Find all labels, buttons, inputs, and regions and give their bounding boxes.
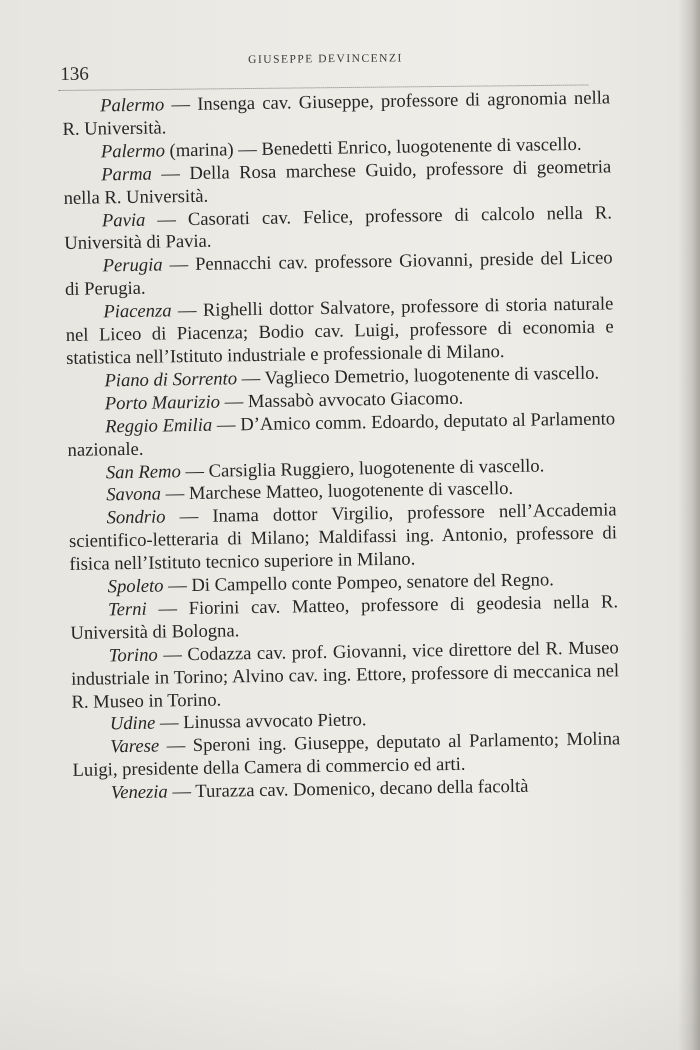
city-name: Udine (109, 713, 156, 735)
entry-text: — Massabò avvocato Giacomo. (219, 387, 464, 413)
body-text (62, 87, 621, 806)
city-name: Palermo (99, 94, 165, 117)
city-name: Savona (106, 483, 162, 506)
entry-text: — Codazza cav. prof. Giovanni, vice direttore del R. Museo industriale in Torino; Alvino cav. ing. Ettore, professore di meccanica nel R. Museo in Torino. (70, 637, 620, 713)
entry-text: — Vaglieco Demetrio, luogotenente di vascello. (236, 362, 600, 390)
entry-text: — Inama dottor Virgilio, professore nell’Accademia scientifico-letteraria di Milano; Maldifassi ing. Antonio, professore di fisica nell’Istituto tecnico superiore in Milano. (68, 499, 618, 576)
page-number: 136 (60, 63, 89, 85)
entry-piacenza (65, 294, 614, 371)
entry-text: — Turazza cav. Domenico, decano della facoltà (167, 775, 529, 803)
city-name: Varese (110, 735, 160, 758)
entry-text: — Speroni ing. Giuseppe, deputato al Parlamento; Molina Luigi, presidente della Camera di commercio ed arti. (72, 728, 621, 782)
entry-text: — Carsiglia Ruggiero, luogotenente di vascello. (180, 454, 545, 482)
city-name: Perugia (102, 254, 163, 277)
city-name: Spoleto (107, 575, 164, 598)
entry-text: — D’Amico comm. Edoardo, deputato al Parlamento nazionale. (67, 408, 616, 461)
entry-sondrio (68, 500, 617, 577)
entry-text: — Della Rosa marchese Guido, professore di geometria nella R. Università. (63, 156, 612, 209)
city-name: Piano di Sorrento (104, 368, 238, 392)
city-name: Torino (108, 644, 158, 667)
city-name: Porto Maurizio (104, 391, 221, 415)
entry-text: — Insenga cav. Giuseppe, professore di agronomia nella R. Università. (62, 87, 611, 140)
page-header (58, 44, 618, 90)
city-name: Sondrio (106, 506, 166, 529)
city-name: Parma (101, 163, 153, 186)
city-name: Terni (107, 598, 147, 621)
entry-text: — Marchese Matteo, luogotenente di vascello. (160, 478, 514, 505)
city-name: San Remo (105, 460, 181, 483)
entry-text: — Linussa avvocato Pietro. (155, 709, 367, 735)
entry-text: — Righelli dottor Salvatore, professore di storia naturale nel Liceo di Piacenza; Bodio cav. Luigi, professore di economia e statistica nell’Istituto industriale e professionale di Milano. (65, 293, 614, 369)
page-gutter-shadow (678, 0, 700, 1050)
entry-text: — Casorati cav. Felice, professore di calcolo nella R. Università di Pavia. (64, 201, 613, 255)
city-name: Pavia (101, 209, 146, 231)
city-name: Palermo (100, 140, 166, 163)
entry-torino (71, 637, 620, 714)
city-name: Venezia (110, 781, 168, 804)
entry-text: (marina) — Benedetti Enrico, luogotenente di vascello. (164, 133, 582, 162)
entry-text: — Fiorini cav. Matteo, professore di geodesia nella R. Università di Bologna. (70, 591, 619, 644)
city-name: Piacenza (103, 300, 172, 323)
running-head: GIUSEPPE DEVINCENZI (248, 52, 403, 67)
entry-text: — Di Campello conte Pompeo, senatore del Regno. (163, 569, 554, 597)
page-bottom-shade (0, 970, 700, 1050)
city-name: Reggio Emilia (105, 414, 213, 438)
entry-text: — Pennacchi cav. professore Giovanni, preside del Liceo di Perugia. (64, 247, 613, 301)
